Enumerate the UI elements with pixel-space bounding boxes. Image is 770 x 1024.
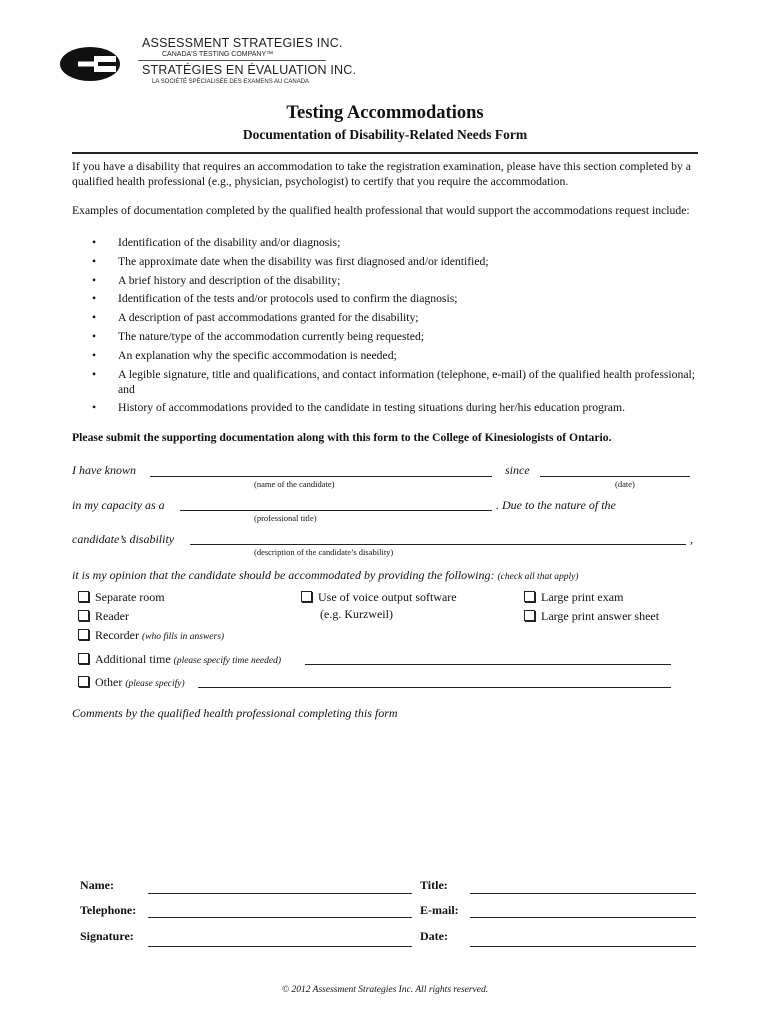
list-item: • The approximate date when the disability was first diagnosed and/or identified; [92, 254, 702, 269]
list-item: • History of accommodations provided to the candidate in testing situations during her/his education program. [92, 400, 702, 415]
page-title: Testing Accommodations [286, 103, 484, 123]
checkbox-label: Large print exam [541, 590, 624, 604]
comma: , [690, 532, 693, 546]
logo-line-2: CANADA'S TESTING COMPANY™ [162, 51, 274, 58]
date-caption: (date) [615, 479, 635, 489]
telephone-label: Telephone: [80, 903, 137, 917]
date-field[interactable] [470, 946, 696, 947]
name-label: Name: [80, 878, 114, 892]
list-item: • Identification of the tests and/or protocols used to confirm the diagnosis; [92, 291, 702, 306]
due-to-label: . Due to the nature of the [496, 498, 616, 512]
list-item: • A description of past accommodations granted for the disability; [92, 310, 702, 325]
professional-title-caption: (professional title) [254, 513, 317, 523]
opinion-text: it is my opinion that the candidate should be accommodated by providing the following: [72, 568, 495, 582]
signature-label: Signature: [80, 929, 134, 943]
page-subtitle: Documentation of Disability-Related Needs Form [242, 127, 528, 142]
checkbox-icon[interactable] [301, 591, 312, 602]
documentation-list [92, 235, 702, 419]
logo-divider [138, 60, 326, 61]
additional-time-field[interactable] [305, 664, 671, 665]
checkbox-recorder[interactable] [78, 628, 224, 643]
checkbox-icon[interactable] [524, 591, 535, 602]
since-date-field[interactable] [540, 476, 690, 477]
date-label: Date: [420, 929, 448, 943]
checkbox-icon[interactable] [78, 610, 89, 621]
checkbox-label: Separate room [95, 590, 165, 604]
checkbox-label: Use of voice output software [318, 590, 457, 604]
checkbox-voice-output[interactable] [301, 590, 457, 605]
disability-label: candidate’s disability [72, 532, 175, 546]
voice-output-example: (e.g. Kurzweil) [320, 607, 393, 621]
checkbox-additional-time[interactable] [78, 652, 281, 667]
candidate-name-caption: (name of the candidate) [254, 479, 335, 489]
title-label: Title: [420, 878, 448, 892]
list-item: • The nature/type of the accommodation currently being requested; [92, 329, 702, 344]
list-item: • An explanation why the specific accommodation is needed; [92, 348, 702, 363]
list-item: • A legible signature, title and qualifications, and contact information (telephone, e-mail) of the qualified health professional; and [92, 367, 702, 397]
name-field[interactable] [148, 893, 412, 894]
logo-mark-icon [58, 44, 126, 84]
other-field[interactable] [198, 687, 671, 688]
submit-note: Please submit the supporting documentation along with this form to the College of Kinesiologists of Ontario. [72, 431, 612, 444]
i-have-known-label: I have known [72, 463, 136, 477]
checkbox-icon[interactable] [78, 653, 89, 664]
check-all-note: (check all that apply) [497, 572, 579, 582]
checkbox-separate-room[interactable] [78, 590, 165, 605]
checkbox-large-print-answer[interactable] [524, 609, 659, 624]
list-item: • A brief history and description of the disability; [92, 273, 702, 288]
copyright-footer: © 2012 Assessment Strategies Inc. All rights reserved. [281, 985, 489, 995]
list-item: • Identification of the disability and/or diagnosis; [92, 235, 702, 250]
company-logo [58, 36, 357, 94]
additional-time-note: (please specify time needed) [173, 656, 282, 666]
logo-line-3: STRATÉGIES EN ÉVALUATION INC. [142, 63, 357, 77]
professional-title-field[interactable] [180, 510, 492, 511]
comments-label: Comments by the qualified health professional completing this form [72, 706, 398, 720]
checkbox-large-print-exam[interactable] [524, 590, 623, 605]
email-label: E-mail: [420, 903, 459, 917]
recorder-note: (who fills in answers) [141, 632, 225, 642]
checkbox-icon[interactable] [78, 676, 89, 687]
opinion-statement [72, 568, 578, 583]
checkbox-label: Other [95, 675, 123, 689]
checkbox-icon[interactable] [524, 610, 535, 621]
checkbox-label: Recorder [95, 628, 139, 642]
since-label: since [505, 463, 530, 477]
examples-intro: Examples of documentation completed by the qualified health professional that would support the accommodations request include: [72, 204, 690, 217]
telephone-field[interactable] [148, 917, 412, 918]
candidate-name-field[interactable] [150, 476, 492, 477]
checkbox-label: Reader [95, 609, 129, 623]
checkbox-label: Large print answer sheet [541, 609, 660, 623]
title-field[interactable] [470, 893, 696, 894]
email-field[interactable] [470, 917, 696, 918]
checkbox-reader[interactable] [78, 609, 129, 624]
checkbox-icon[interactable] [78, 629, 89, 640]
checkbox-icon[interactable] [78, 591, 89, 602]
comments-area[interactable] [72, 724, 698, 864]
title-divider [72, 152, 698, 154]
other-note: (please specify) [125, 679, 185, 689]
logo-line-4: LA SOCIÉTÉ SPÉCIALISÉE DES EXAMENS AU CANADA [152, 79, 310, 85]
disability-description-field[interactable] [190, 544, 686, 545]
signature-field[interactable] [148, 946, 412, 947]
disability-caption: (description of the candidate’s disability) [254, 547, 394, 557]
logo-line-1: ASSESSMENT STRATEGIES INC. [142, 36, 343, 50]
checkbox-label: Additional time [95, 652, 171, 666]
intro-paragraph: If you have a disability that requires an accommodation to take the registration examination, please have this section completed by a qualified health professional (e.g., physician, psychologist) to certify that you require the accommodation. [72, 160, 691, 188]
capacity-label: in my capacity as a [72, 498, 165, 512]
checkbox-other[interactable] [78, 675, 185, 690]
